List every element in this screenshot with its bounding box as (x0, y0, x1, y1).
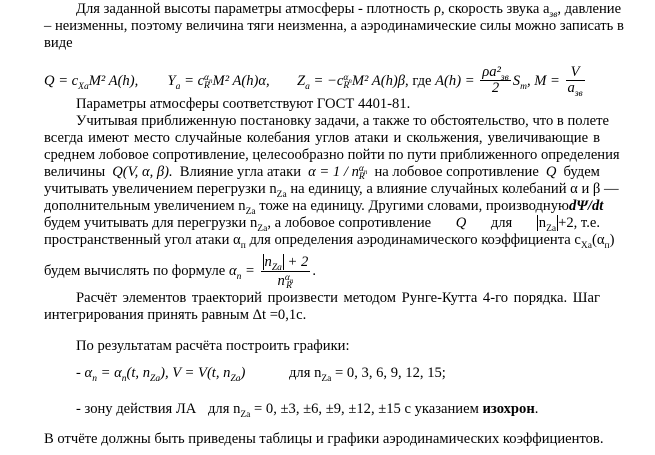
item1-formula: $\alpha_п = \alpha_п(t$, $n_{Za}$), V = V(t, $n_{Za}$) (84, 365, 246, 384)
list-item-2-values: для $n_{Za} = 0$, ±3, ±6, ±9, ±12, ±15 с указанием изохрон. (208, 401, 539, 420)
paragraph-2-line-8: пространственный угол атаки $\alpha_п$ для определения аэродинамического коэффициента $c_{Xa}(\alpha_п)$ (44, 232, 615, 251)
paragraph-2-line-4: величины Q(V, α, β). Влияние угла атаки α = 1 / n $\alpha_n$ R на лобовое сопротивление Q будем (44, 163, 600, 182)
paragraph-1-line-1: Для заданной высоты параметры атмосферы - плотность ρ, скорость звука $a_{зв}$, давление (76, 1, 622, 20)
final-line: В отчёте должны быть приведены таблицы и графики аэродинамических коэффициентов. (44, 431, 604, 447)
paragraph-3-line-2: интегрирования принять равным Δt =0,1с. (44, 307, 307, 323)
formula-forces: $Q = c_{Xa}M^2$ A(h), $Y_a = c$ $\alpha_n$ R M² A(h)α, $Z_a = -c$ $\alpha_n$ R M² A(h)β, где A(h) = $\frac{\rho a^2_{зв}}{2}$ $S_m$, M = $\frac{V}{a_{зв}}$ (44, 66, 587, 97)
paragraph-1-line-2: – неизменны, поэтому величина тяги неизменна, а аэродинамические силы можно записать в (44, 18, 624, 34)
paragraph-2-line-2: всегда имеют место случайные колебания углов атаки и скольжения, увеличивающие в (44, 130, 600, 146)
paragraph-2-line-7: будем учитывать для перегрузки $n_{Za}$, а лобовое сопротивление Q для $n_{Za} +2$, т.е. (44, 215, 600, 234)
formula-z: $Z_a = -c$ $\alpha_n$ R M² A(h)β (297, 72, 406, 92)
formula-a: A(h) = $\frac{\rho a^2_{зв}}{2}$ $S_m$ (435, 64, 527, 96)
list-item-1: - $\alpha_п = \alpha_п(t$, $n_{Za}$), V = V(t, $n_{Za}$) (76, 365, 246, 384)
alpha-formula: α = 1 / n $\alpha_n$ R (308, 163, 368, 182)
gost-line: Параметры атмосферы соответствуют ГОСТ 4401-81. (76, 96, 411, 112)
list-item-1-values: для $n_{Za} = 0$, 3, 6, 9, 12, 15; (289, 365, 446, 384)
paragraph-2-line-5: учитывать увеличением перегрузки $n_{Za}$ на единицу, а влияние случайных колебаний α и β — (44, 181, 619, 200)
abs-nza: $n_{Za}$ (538, 215, 557, 234)
list-item-2: - зону действия ЛА (76, 401, 197, 417)
paragraph-4: По результатам расчёта построить графики: (76, 338, 350, 354)
paragraph-2-line-1: Учитывая приближенную постановку задачи, а также то обстоятельство, что в полете (76, 113, 610, 129)
formula-y: $Y_a = c$ $\alpha_n$ R M² A(h)α, (167, 72, 270, 92)
paragraph-2-line-9: будем вычислять по формуле $\alpha_п$ = $n_{Za} + 2$ n $\alpha_n$ R . (44, 254, 316, 291)
formula-q: $Q = c_{Xa}M^2$ A(h), (44, 72, 139, 92)
paragraph-2-line-6: дополнительным увеличением $n_{Za}$ тоже на единицу. Другими словами, производную dΨ/dt (44, 198, 604, 217)
paragraph-2-line-3: среднем лобовое сопротивление, целесообразно пойти по пути приближенного определения (44, 147, 620, 163)
alpha-p-formula: $\alpha_п$ = $n_{Za} + 2$ n $\alpha_n$ R (228, 254, 309, 291)
paragraph-1-line-3: виде (44, 35, 73, 51)
paragraph-3-line-1: Расчёт элементов траекторий произвести методом Рунге-Кутта 4-го порядка. Шаг (76, 290, 600, 306)
formula-m: , M = $\frac{V}{a_{зв}}$ (526, 64, 583, 99)
